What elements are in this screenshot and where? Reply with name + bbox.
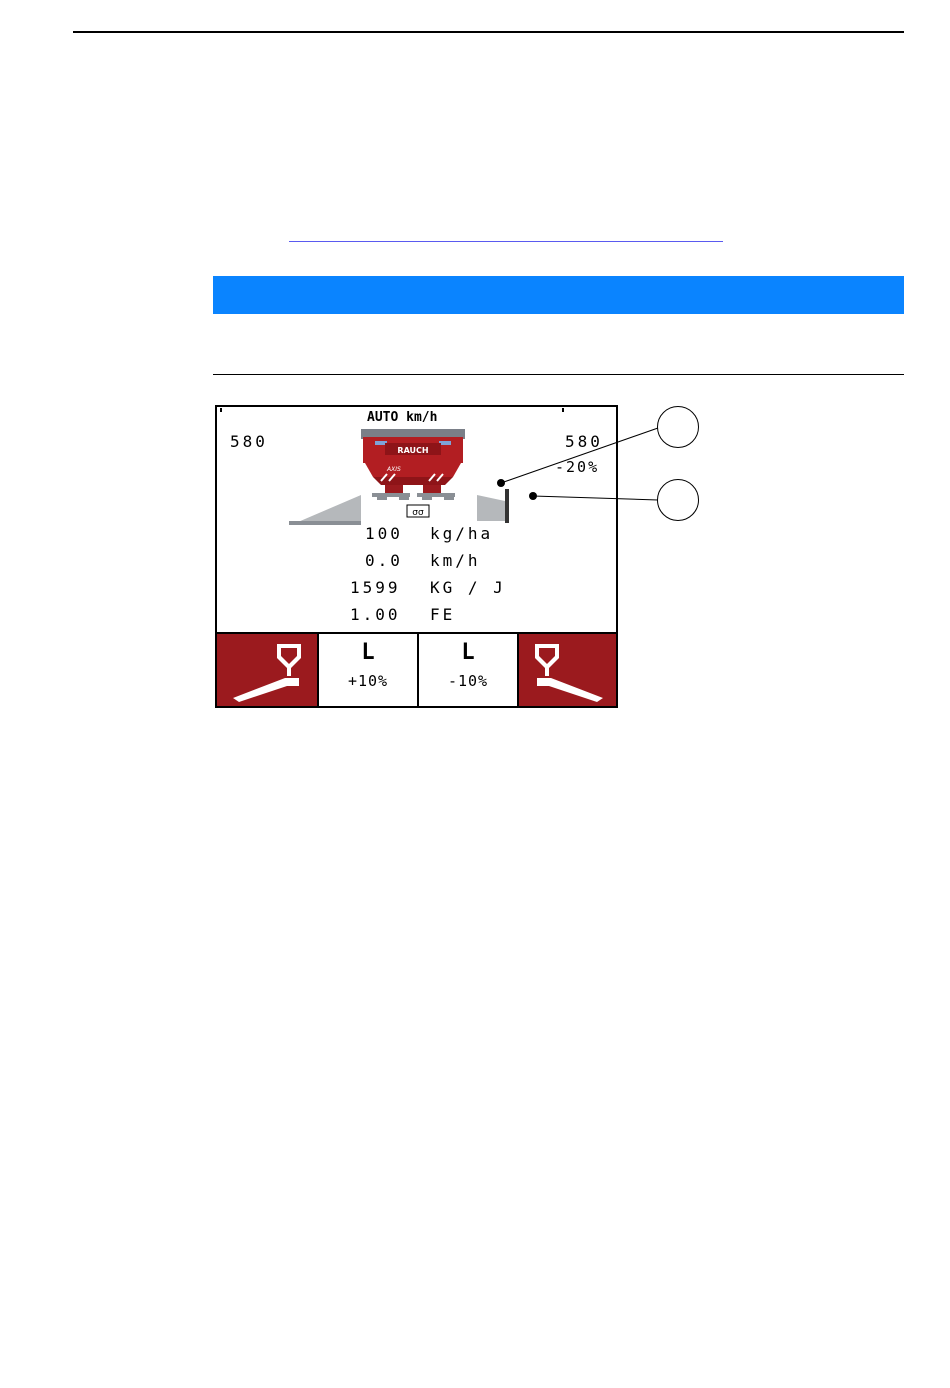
quantity-value: 1599 bbox=[350, 578, 401, 597]
section-divider bbox=[213, 374, 904, 375]
left-value: 580 bbox=[230, 432, 268, 451]
softkey-side: L bbox=[461, 640, 475, 665]
svg-text:σσ: σσ bbox=[412, 508, 424, 518]
quantity-unit: KG / J bbox=[430, 578, 506, 597]
softkey-side: L bbox=[361, 640, 375, 665]
rate-value: 100 bbox=[365, 524, 403, 543]
spreader-hopper bbox=[361, 429, 465, 493]
speed-value: 0.0 bbox=[365, 551, 403, 570]
section-header-bar bbox=[213, 276, 904, 314]
link-underline[interactable] bbox=[289, 241, 723, 242]
spreader-discs bbox=[372, 493, 455, 500]
machine-label: RAUCH bbox=[397, 446, 429, 455]
top-rule bbox=[73, 31, 904, 33]
mode-label: AUTO km/h bbox=[367, 410, 438, 425]
corner-tick bbox=[220, 408, 222, 412]
left-spread-wedge bbox=[291, 495, 361, 525]
callout-circle-1 bbox=[657, 406, 699, 448]
softkey-left-plus[interactable] bbox=[317, 632, 417, 706]
softkey-change: -10% bbox=[447, 672, 489, 690]
callout-circle-2 bbox=[657, 479, 699, 521]
factor-unit: FE bbox=[430, 605, 456, 624]
rate-unit: kg/ha bbox=[430, 524, 494, 543]
softkey-left-minus[interactable] bbox=[417, 632, 517, 706]
spread-left-icon bbox=[229, 640, 309, 704]
right-percent: -20% bbox=[555, 458, 600, 476]
softkey-change: +10% bbox=[347, 672, 389, 690]
softkey-spread-left[interactable] bbox=[217, 632, 317, 706]
right-value: 580 bbox=[565, 432, 603, 451]
softkey-spread-right[interactable] bbox=[517, 632, 616, 706]
machine-sublabel: AXIS bbox=[387, 466, 401, 473]
factor-value: 1.00 bbox=[350, 605, 401, 624]
speed-unit: km/h bbox=[430, 551, 481, 570]
spread-right-icon bbox=[527, 640, 607, 704]
